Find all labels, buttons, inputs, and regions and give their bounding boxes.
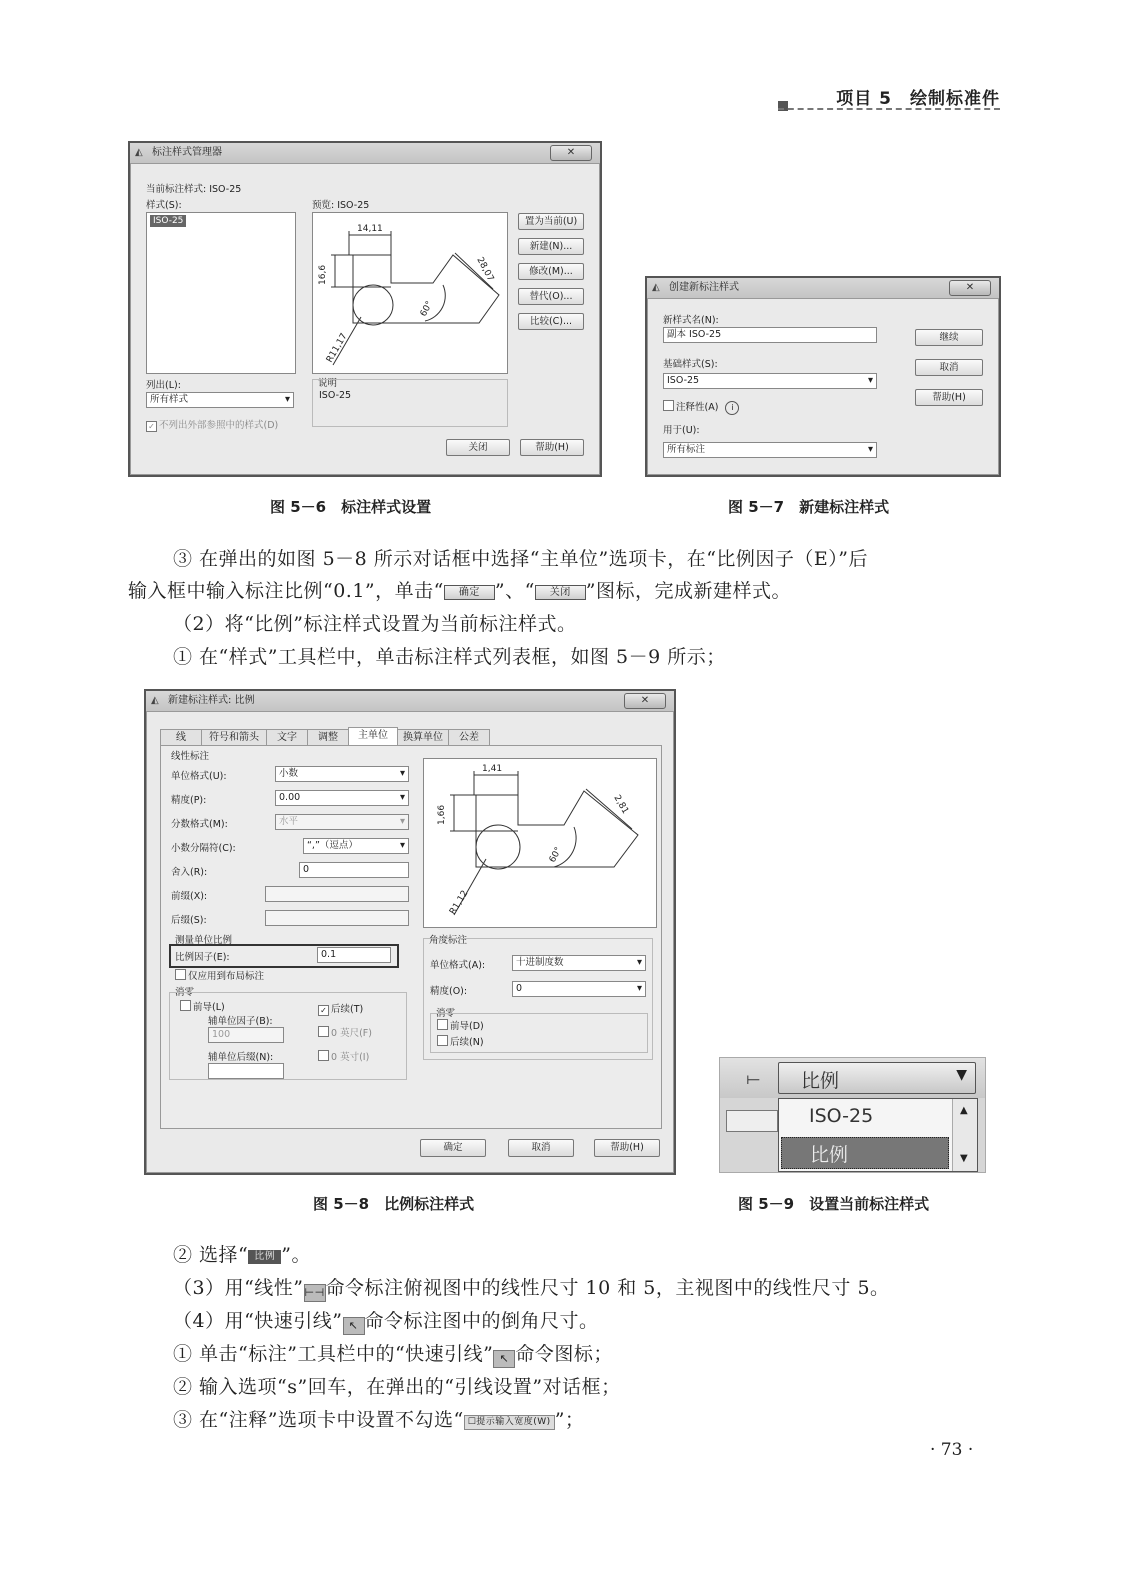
prefix-input[interactable] [265, 886, 409, 902]
zero-suppress-label: 消零 [175, 987, 195, 998]
text-segment: ② 选择“ [173, 1244, 249, 1266]
layout-only-checkbox[interactable] [175, 968, 264, 982]
feet-checkbox [318, 1025, 372, 1039]
info-icon: i [725, 401, 739, 415]
preview-dim-angle: 60° [418, 299, 436, 319]
preview-dim-height: 16,6 [318, 264, 328, 285]
styles-list[interactable] [146, 212, 296, 374]
quick-leader-icon: ↖ [343, 1317, 365, 1335]
paragraph-substep-1: ① 在“样式”工具栏中，单击标注样式列表框，如图 5－9 所示； [173, 646, 726, 668]
text-segment: ③ 在“注释”选项卡中设置不勾选“ [173, 1409, 464, 1431]
compare-style-button[interactable]: 比较(C)... [518, 313, 584, 330]
layout-only-text: 仅应用到布局标注 [188, 971, 265, 982]
app-icon: ◭ [652, 282, 660, 293]
trailing-checkbox[interactable] [318, 1001, 363, 1016]
exclude-xref-text: 不列出外部参照中的样式(D) [159, 420, 279, 431]
use-for-label: 用于(U): [663, 425, 700, 436]
dimension-style-icon: ⟝ [746, 1069, 760, 1088]
text-segment: 命令标注图中的倒角尺寸。 [364, 1310, 599, 1332]
close-icon[interactable]: ✕ [550, 145, 592, 161]
paragraph-substep-annotation [173, 1405, 584, 1432]
help-button[interactable]: 帮助(H) [915, 389, 983, 406]
text-segment: （4）用“快速引线” [173, 1310, 343, 1332]
preview-dim-slant: 2,81 [611, 793, 631, 816]
preview-dim-radius: R11,17 [324, 331, 350, 365]
precision-label: 精度(P): [171, 795, 207, 806]
suffix-label: 后缀(S): [171, 915, 207, 926]
chevron-down-icon: ▼ [956, 1067, 967, 1083]
preview-dim-width: 1,41 [482, 764, 503, 774]
style-preview [312, 212, 508, 374]
new-name-label: 新样式名(N): [663, 315, 719, 326]
decimal-separator-select[interactable]: “,”（逗点） ▾ [303, 838, 409, 854]
angle-precision-label: 精度(O): [430, 986, 468, 997]
description-value: ISO-25 [319, 390, 352, 401]
create-new-dimension-style-dialog [645, 276, 1001, 477]
set-current-button[interactable]: 置为当前(U) [518, 213, 584, 230]
cancel-button[interactable]: 取消 [915, 359, 983, 376]
preview-dim-angle: 60° [547, 845, 565, 865]
sub-suffix-label: 辅单位后缀(N): [208, 1052, 274, 1063]
unit-format-label: 单位格式(U): [171, 771, 227, 782]
checkbox-box [175, 969, 186, 980]
text-segment: 命令图标； [515, 1343, 613, 1365]
angle-trailing-text: 后续(N) [450, 1037, 484, 1048]
angle-precision-select[interactable]: 0 ▾ [512, 981, 646, 997]
new-dimension-style-scale-dialog [144, 689, 676, 1175]
exclude-xref-checkbox[interactable] [146, 417, 278, 432]
style-item-iso25[interactable]: ISO-25 [150, 215, 186, 227]
angle-zero-label: 消零 [436, 1008, 456, 1019]
selected-style-value: 比例 [801, 1070, 840, 1092]
tab-tolerances[interactable]: 公差 [448, 729, 490, 745]
leading-checkbox[interactable] [180, 999, 225, 1013]
text-segment: ”、“ [494, 580, 535, 602]
base-style-label: 基础样式(S): [663, 359, 718, 370]
preview-dim-height: 1,66 [437, 804, 447, 825]
page-number: · 73 · [930, 1440, 974, 1460]
scroll-down-icon[interactable]: ▼ [960, 1153, 968, 1164]
dropdown-scrollbar[interactable] [952, 1099, 977, 1171]
paragraph-step3: ③ 在弹出的如图 5－8 所示对话框中选择“主单位”选项卡，在“比例因子（E）”后 [173, 548, 869, 570]
scale-style-chip: 比例 [248, 1250, 281, 1264]
caption-fig-5-8: 图 5－8 比例标注样式 [313, 1195, 475, 1213]
description-box [312, 379, 508, 427]
list-label: 列出(L): [146, 380, 181, 391]
checkbox-box: ✓ [146, 421, 157, 432]
text-segment: ① 单击“标注”工具栏中的“快速引线” [173, 1343, 494, 1365]
angle-zero-group [430, 1013, 648, 1053]
precision-select[interactable]: 0.00 ▾ [275, 790, 409, 806]
checkbox-box [437, 1019, 448, 1030]
list-filter-select[interactable]: 所有样式 ▾ [146, 392, 294, 408]
suffix-input[interactable] [265, 910, 409, 926]
zero-suppress-group [169, 992, 407, 1080]
description-label: 说明 [318, 378, 338, 389]
preview-dim-slant: 28,07 [474, 255, 496, 284]
paragraph-step-3 [173, 1273, 890, 1302]
styles-label: 样式(S): [146, 200, 182, 211]
dialog-titlebar [647, 278, 999, 299]
running-header: 项目 5 绘制标准件 [836, 89, 1000, 109]
text-segment: ”； [554, 1409, 585, 1431]
annotative-text: 注释性(A) [676, 402, 719, 413]
modify-style-button[interactable]: 修改(M)... [518, 263, 584, 280]
trailing-text: 后续(T) [331, 1004, 364, 1015]
tab-strip [160, 729, 660, 745]
checkbox-box [437, 1035, 448, 1046]
prompt-width-checkbox-image: ☐提示输入宽度(W) [464, 1415, 555, 1430]
scroll-up-icon[interactable]: ▲ [960, 1105, 968, 1116]
checkbox-box [180, 1000, 191, 1011]
close-button[interactable]: 关闭 [446, 439, 510, 456]
checkbox-box: ✓ [318, 1005, 329, 1016]
angle-trailing-checkbox[interactable] [437, 1034, 484, 1048]
checkbox-box [318, 1026, 329, 1037]
dialog-title: 创建新标注样式 [669, 282, 739, 293]
dimension-style-combo[interactable] [778, 1062, 976, 1094]
preview-dim-radius: R1,12 [448, 888, 471, 917]
dimension-style-manager-dialog [128, 141, 602, 477]
caption-fig-5-7: 图 5－7 新建标注样式 [728, 498, 890, 516]
paragraph-step-4 [173, 1306, 599, 1335]
decimal-separator-label: 小数分隔符(C): [171, 843, 236, 854]
feet-text: 0 英尺(F) [331, 1028, 372, 1039]
new-style-button[interactable]: 新建(N)... [518, 238, 584, 255]
preview-dim-width: 14,11 [357, 224, 383, 234]
style-dropdown-list [778, 1098, 978, 1172]
scale-group-label: 测量单位比例 [175, 935, 233, 946]
help-button[interactable]: 帮助(H) [594, 1139, 660, 1157]
header-rule [778, 108, 1000, 110]
style-preview [423, 758, 657, 928]
inches-checkbox [318, 1049, 369, 1063]
round-off-input[interactable]: 0 [299, 862, 409, 878]
paragraph-select-style [173, 1240, 311, 1267]
round-off-label: 舍入(R): [171, 867, 208, 878]
text-segment: （3）用“线性” [173, 1277, 304, 1299]
dialog-title: 新建标注样式: 比例 [168, 695, 255, 706]
caption-fig-5-9: 图 5－9 设置当前标注样式 [738, 1195, 930, 1213]
continue-button[interactable]: 继续 [915, 329, 983, 346]
close-icon[interactable]: ✕ [949, 280, 991, 296]
tab-content [160, 745, 662, 1129]
style-toolbar-dropdown [719, 1057, 986, 1173]
checkbox-box [318, 1050, 329, 1061]
leading-text: 前导(L) [193, 1002, 225, 1013]
linear-dimension-icon: ⊢⊣ [304, 1284, 326, 1302]
use-for-select[interactable]: 所有标注 ▾ [663, 442, 877, 458]
app-icon: ◭ [135, 147, 143, 158]
annotative-checkbox[interactable] [663, 399, 739, 415]
base-style-select[interactable]: ISO-25 ▾ [663, 373, 877, 389]
help-button[interactable]: 帮助(H) [520, 439, 584, 456]
caption-fig-5-6: 图 5－6 标注样式设置 [270, 498, 432, 516]
override-style-button[interactable]: 替代(O)... [518, 288, 584, 305]
quick-leader-icon: ↖ [493, 1350, 515, 1368]
inches-text: 0 英寸(I) [331, 1052, 370, 1063]
style-option-scale[interactable] [781, 1137, 949, 1169]
angular-group [423, 938, 653, 1060]
ok-button-image: 确定 [444, 585, 495, 600]
cancel-button[interactable]: 取消 [508, 1139, 574, 1157]
current-style-label: 当前标注样式: ISO-25 [146, 184, 242, 195]
preview-label: 预览: ISO-25 [312, 200, 370, 211]
angle-leading-checkbox[interactable] [437, 1018, 484, 1032]
tab-text[interactable]: 文字 [266, 729, 308, 745]
close-button-image: 关闭 [535, 585, 586, 600]
tab-lines[interactable]: 线 [160, 729, 202, 745]
linear-group-label: 线性标注 [171, 751, 210, 762]
sub-factor-label: 辅单位因子(B): [208, 1016, 273, 1027]
style-option-scale-text: 比例 [810, 1144, 849, 1166]
app-icon: ◭ [151, 695, 159, 706]
style-option-iso25[interactable]: ISO-25 [809, 1105, 874, 1127]
angle-unit-select[interactable]: 十进制度数 ▾ [512, 955, 646, 971]
prefix-label: 前缀(X): [171, 891, 208, 902]
paragraph-substep-click [173, 1339, 613, 1368]
angle-unit-label: 单位格式(A): [430, 960, 486, 971]
paragraph-substep-input: ② 输入选项“s”回车，在弹出的“引线设置”对话框； [173, 1376, 621, 1398]
scale-factor-label: 比例因子(E): [175, 952, 230, 963]
fraction-format-select: 水平 ▾ [275, 814, 409, 830]
dialog-titlebar [146, 691, 674, 712]
tab-fit[interactable]: 调整 [307, 729, 349, 745]
text-segment: 输入框中输入标注比例“0.1”，单击“ [128, 580, 444, 602]
tab-alternate-units[interactable]: 换算单位 [397, 729, 449, 745]
tab-primary-units[interactable]: 主单位 [348, 727, 398, 745]
paragraph-step3-cont [128, 576, 791, 603]
text-segment: 命令标注俯视图中的线性尺寸 10 和 5，主视图中的线性尺寸 5。 [325, 1277, 890, 1299]
tab-symbols-arrows[interactable]: 符号和箭头 [201, 729, 267, 745]
prompt-width-text: 提示输入宽度(W) [476, 1417, 551, 1427]
scale-factor-highlight [169, 944, 399, 968]
scale-factor-input[interactable]: 0.1 [317, 947, 391, 963]
angular-group-label: 角度标注 [429, 935, 468, 946]
checkbox-box [663, 400, 674, 411]
close-icon[interactable]: ✕ [624, 693, 666, 709]
toolbar-second-row [726, 1110, 778, 1132]
paragraph-step-2: （2）将“比例”标注样式设置为当前标注样式。 [173, 613, 577, 635]
text-segment: ”图标，完成新建样式。 [585, 580, 792, 602]
angle-leading-text: 前导(D) [450, 1021, 484, 1032]
text-segment: ”。 [281, 1244, 311, 1266]
new-name-input[interactable]: 副本 ISO-25 [663, 327, 877, 343]
sub-factor-input: 100 [208, 1027, 284, 1043]
sub-suffix-input[interactable] [208, 1063, 284, 1079]
unit-format-select[interactable]: 小数 ▾ [275, 766, 409, 782]
preview-drawing [313, 213, 507, 373]
preview-drawing [424, 759, 656, 927]
fraction-format-label: 分数格式(M): [171, 819, 228, 830]
ok-button[interactable]: 确定 [420, 1139, 486, 1157]
dialog-title: 标注样式管理器 [152, 147, 222, 158]
dialog-titlebar [130, 143, 600, 164]
